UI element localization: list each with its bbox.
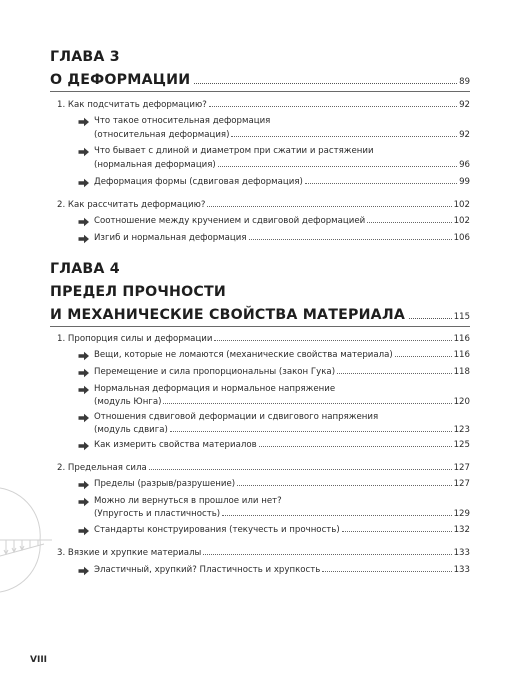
item-label: Эластичный, хрупкий? Пластичность и хрупкость: [94, 565, 321, 575]
toc-section-4-1[interactable]: [57, 333, 470, 346]
chapter-3-label: ГЛАВА 3: [50, 49, 120, 65]
item-page: 129: [453, 509, 470, 519]
item-page: 102: [453, 216, 470, 226]
page-number: VIII: [30, 655, 48, 665]
leader-dots: [194, 83, 457, 84]
section-page: 127: [453, 463, 470, 473]
section-page: 133: [453, 548, 470, 558]
chapter-4-page: 115: [453, 312, 470, 322]
leader-dots: [207, 206, 451, 207]
item-label: Изгиб и нормальная деформация: [94, 233, 247, 243]
arrow-right-icon: [78, 351, 90, 361]
item-label: Пределы (разрыв/разрушение): [94, 479, 236, 489]
chapter-4-heading: [50, 258, 470, 329]
toc-item-4-1-3[interactable]: [94, 396, 470, 409]
item-page: 96: [459, 160, 470, 170]
item-page: 116: [453, 350, 470, 360]
toc-item-line[interactable]: Что бывает с длиной и диаметром при сжатии и растяжении: [94, 146, 374, 156]
leader-dots: [395, 356, 452, 357]
chapter-3-title: О ДЕФОРМАЦИИ: [50, 72, 191, 88]
chapter-4-divider: [50, 326, 470, 327]
item-label: Вещи, которые не ломаются (механические свойства материала): [94, 350, 393, 360]
item-page: 123: [453, 425, 470, 435]
leader-dots: [337, 373, 452, 374]
leader-dots: [218, 166, 457, 167]
toc-item-3-1-2[interactable]: [94, 159, 470, 172]
leader-dots: [163, 403, 451, 404]
arrow-right-icon: [78, 234, 90, 244]
toc-item-4-1-4[interactable]: [94, 424, 470, 437]
section-label: 1. Пропорция силы и деформации: [57, 334, 213, 344]
item-label: (модуль Юнга): [94, 397, 162, 407]
chapter-3-page: 89: [459, 77, 470, 87]
leader-dots: [203, 554, 451, 555]
toc-item-4-3-1[interactable]: [94, 564, 470, 577]
stress-diagram-icon: [0, 470, 60, 610]
toc-section-3-1[interactable]: [57, 99, 470, 112]
item-label: Стандарты конструирования (текучесть и прочность): [94, 525, 340, 535]
chapter-4-label: ГЛАВА 4: [50, 261, 120, 277]
item-label: Как измерить свойства материалов: [94, 440, 257, 450]
item-label: Соотношение между кручением и сдвиговой деформацией: [94, 216, 366, 226]
leader-dots: [214, 340, 451, 341]
chapter-3-divider: [50, 91, 470, 92]
item-page: 120: [453, 397, 470, 407]
item-page: 106: [453, 233, 470, 243]
toc-item-4-2-2[interactable]: [94, 508, 470, 521]
item-page: 99: [459, 177, 470, 187]
arrow-right-icon: [78, 368, 90, 378]
arrow-right-icon: [78, 526, 90, 536]
item-page: 118: [453, 367, 470, 377]
arrow-right-icon: [78, 497, 90, 507]
item-page: 133: [453, 565, 470, 575]
toc-item-4-1-5[interactable]: [94, 439, 470, 452]
leader-dots: [170, 431, 452, 432]
leader-dots: [367, 222, 451, 223]
item-label: Перемещение и сила пропорциональны (закон Гука): [94, 367, 336, 377]
toc-item-line[interactable]: Отношения сдвиговой деформации и сдвигового напряжения: [94, 412, 379, 422]
chapter-4-title-line2: И МЕХАНИЧЕСКИЕ СВОЙСТВА МАТЕРИАЛА: [50, 307, 406, 323]
leader-dots: [237, 485, 451, 486]
leader-dots: [222, 515, 451, 516]
item-page: 125: [453, 440, 470, 450]
leader-dots: [342, 531, 452, 532]
toc-item-3-2-1[interactable]: [94, 215, 470, 228]
item-label: Деформация формы (сдвиговая деформация): [94, 177, 303, 187]
leader-dots: [209, 106, 457, 107]
toc-item-4-1-1[interactable]: [94, 349, 470, 362]
arrow-right-icon: [78, 441, 90, 451]
leader-dots: [305, 183, 457, 184]
arrow-right-icon: [78, 147, 90, 157]
section-label: 2. Как рассчитать деформацию?: [57, 200, 206, 210]
arrow-right-icon: [78, 413, 90, 423]
arrow-right-icon: [78, 217, 90, 227]
arrow-right-icon: [78, 566, 90, 576]
toc-item-3-1-1[interactable]: [94, 129, 470, 142]
section-label: 2. Предельная сила: [57, 463, 147, 473]
leader-dots: [259, 446, 452, 447]
chapter-3-heading: [50, 46, 470, 94]
item-label: (Упругость и пластичность): [94, 509, 221, 519]
section-label: 1. Как подсчитать деформацию?: [57, 100, 207, 110]
leader-dots: [249, 239, 452, 240]
section-page: 92: [459, 100, 470, 110]
leader-dots: [231, 136, 457, 137]
arrow-right-icon: [78, 385, 90, 395]
arrow-right-icon: [78, 117, 90, 127]
arrow-right-icon: [78, 178, 90, 188]
leader-dots: [149, 469, 452, 470]
toc-item-3-1-3[interactable]: [94, 176, 470, 189]
item-label: (нормальная деформация): [94, 160, 216, 170]
toc-item-line[interactable]: Можно ли вернуться в прошлое или нет?: [94, 496, 282, 506]
item-page: 127: [453, 479, 470, 489]
leader-dots: [409, 318, 452, 319]
toc-item-3-2-2[interactable]: [94, 232, 470, 245]
chapter-4-title-line1: ПРЕДЕЛ ПРОЧНОСТИ: [50, 284, 226, 300]
toc-section-3-2[interactable]: [57, 199, 470, 212]
item-page: 132: [453, 525, 470, 535]
toc-item-4-2-3[interactable]: [94, 524, 470, 537]
item-label: (модуль сдвига): [94, 425, 168, 435]
section-label: 3. Вязкие и хрупкие материалы: [57, 548, 202, 558]
section-page: 102: [453, 200, 470, 210]
toc-item-line[interactable]: Что такое относительная деформация: [94, 116, 271, 126]
leader-dots: [322, 571, 451, 572]
item-page: 92: [459, 130, 470, 140]
toc-section-4-3[interactable]: [57, 547, 470, 560]
toc-item-4-1-2[interactable]: [94, 366, 470, 379]
toc-item-line[interactable]: Нормальная деформация и нормальное напряжение: [94, 384, 336, 394]
arrow-right-icon: [78, 480, 90, 490]
toc-section-4-2[interactable]: [57, 462, 470, 475]
section-page: 116: [453, 334, 470, 344]
toc-item-4-2-1[interactable]: [94, 478, 470, 491]
item-label: (относительная деформация): [94, 130, 230, 140]
